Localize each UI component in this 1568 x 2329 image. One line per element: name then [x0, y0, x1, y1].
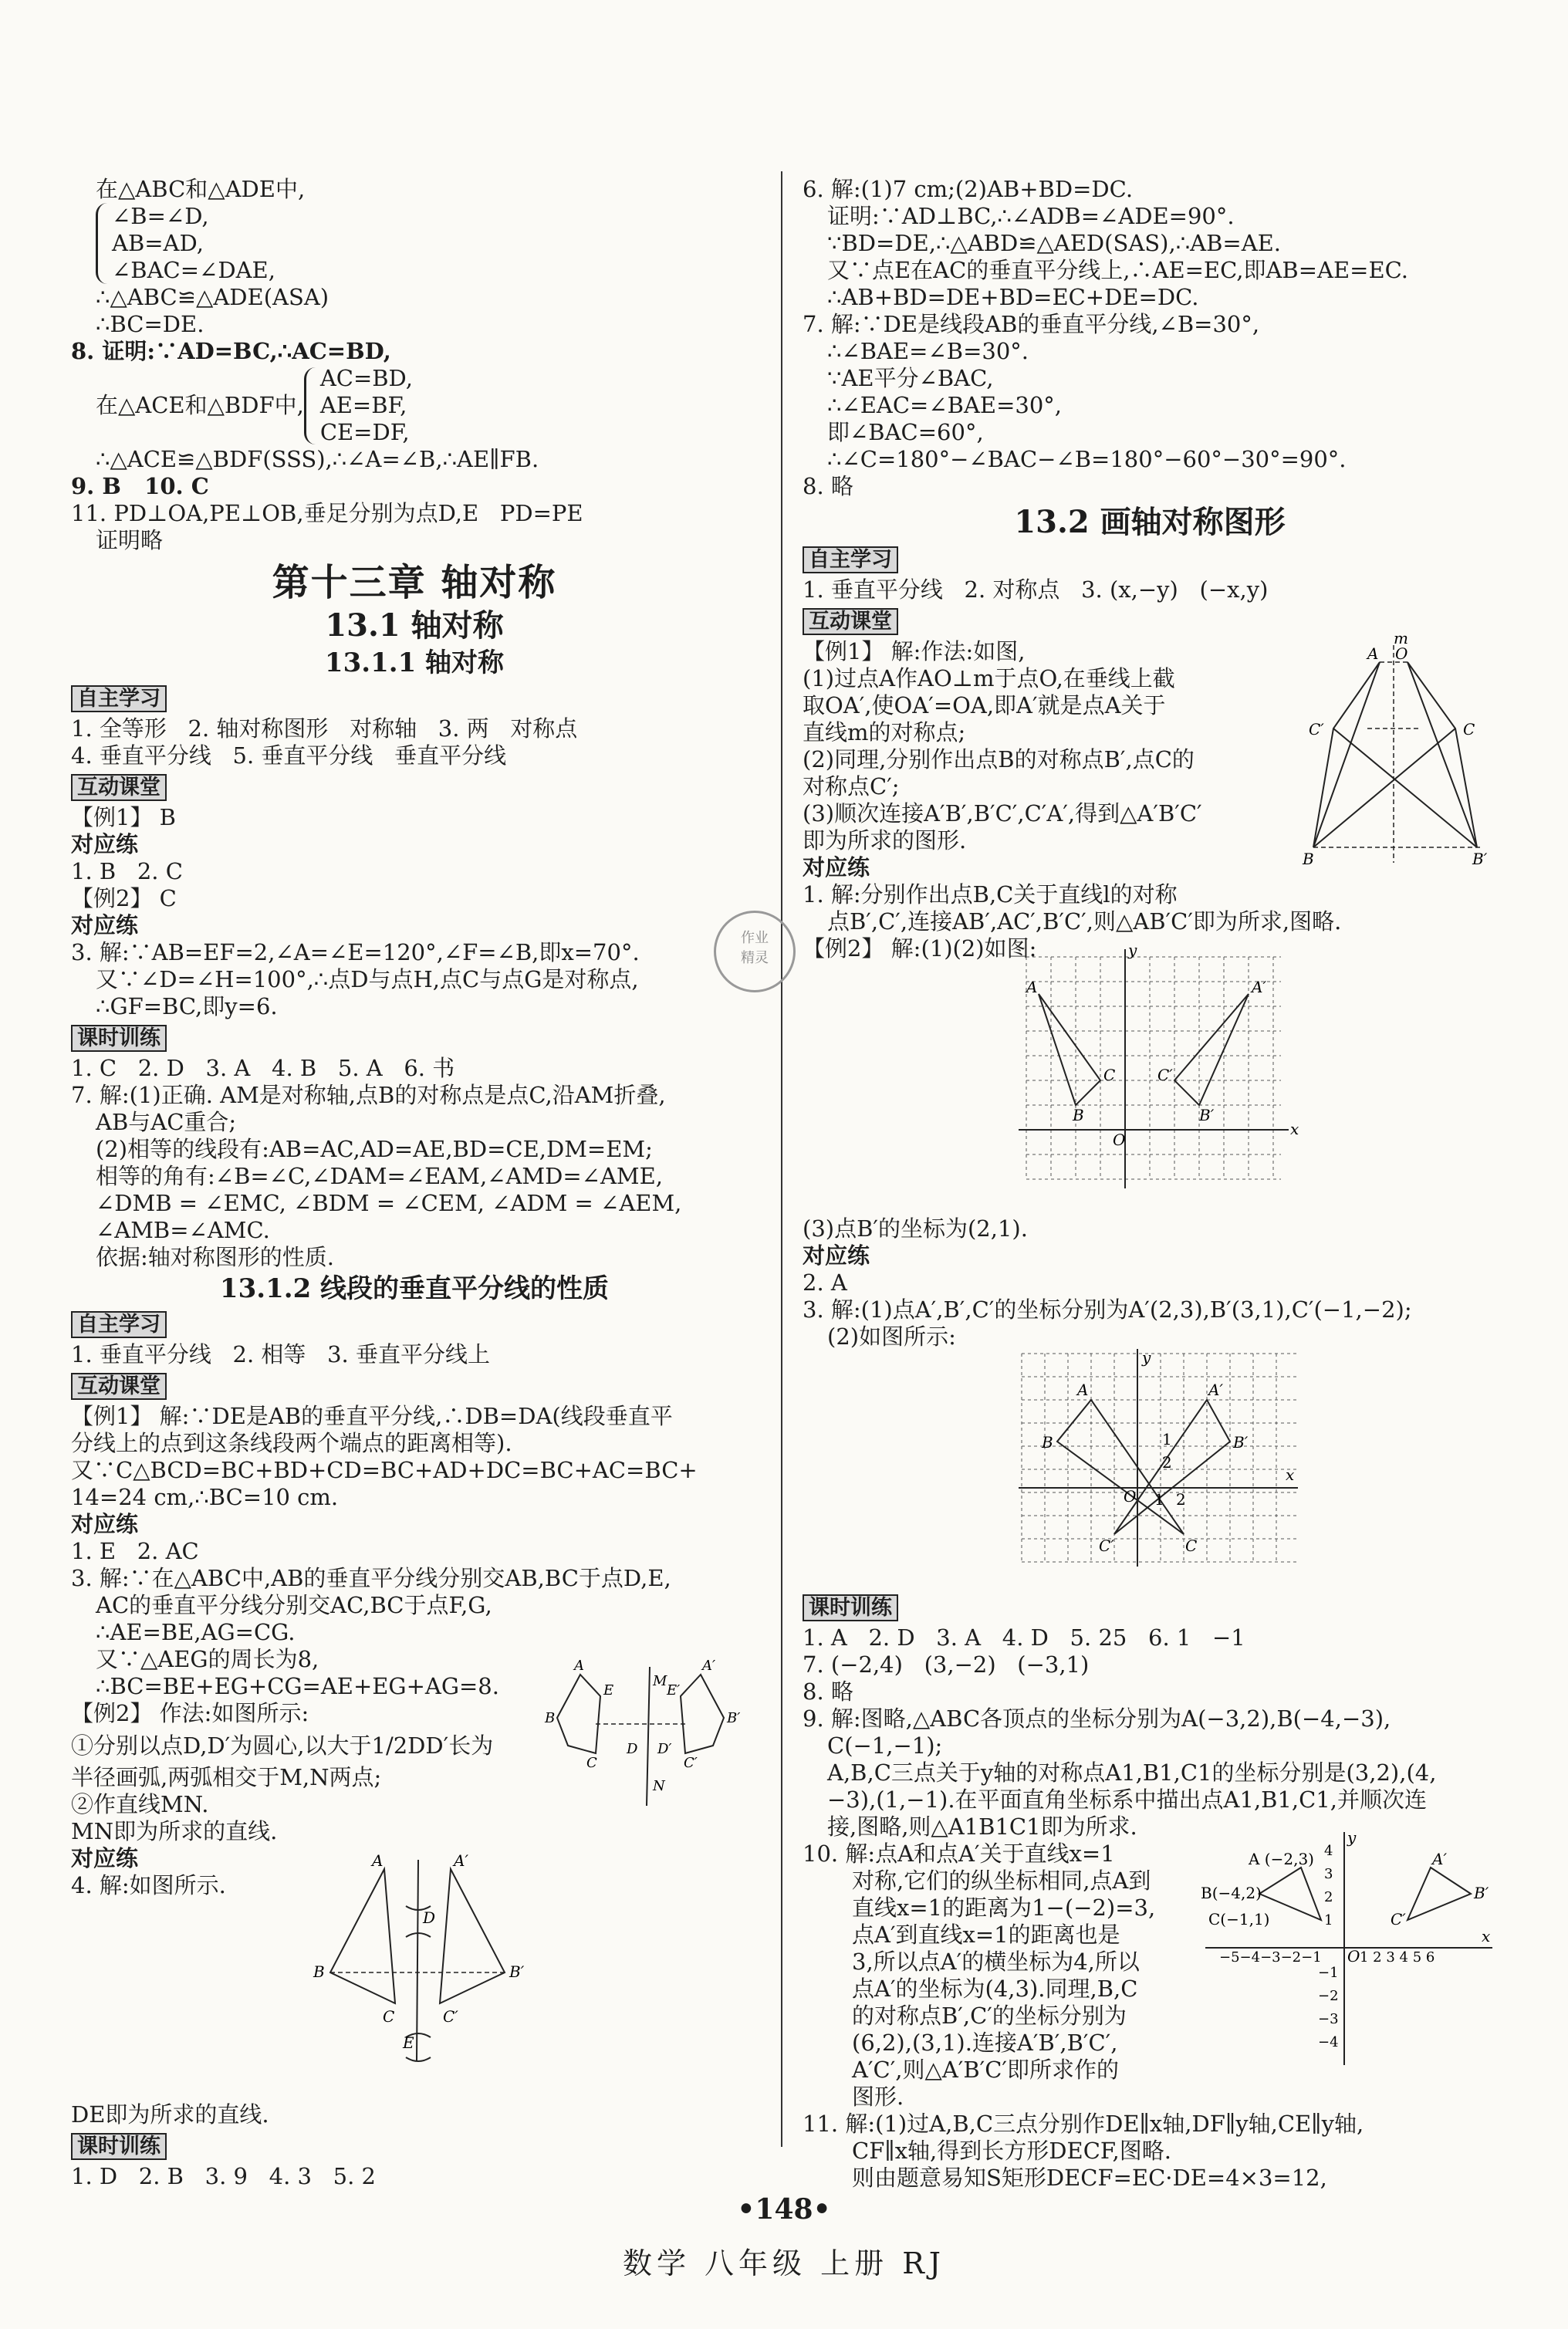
text-line: 又∵△AEG的周长为8, — [96, 1646, 319, 1672]
text-line: ∴BC=BE+EG+CG=AE+EG+AG=8. — [96, 1673, 499, 1699]
pentagon-reflection-figure — [540, 1659, 772, 1814]
text-line: 点A′的坐标为(4,3).同理,B,C — [852, 1976, 1138, 2002]
fig-label: A′ — [1252, 978, 1266, 996]
section-title: 13.1 轴对称 — [325, 607, 504, 644]
text-line: 7. (−2,4) (3,−2) (−3,1) — [803, 1651, 1090, 1678]
fig-label: B — [1303, 850, 1314, 868]
text-line: 【例1】 B — [71, 804, 176, 830]
text-line: CF∥x轴,得到长方形DECF,图略. — [852, 2138, 1171, 2164]
text-line: DE即为所求的直线. — [71, 2101, 269, 2128]
text-line: (3)点B′的坐标为(2,1). — [803, 1215, 1028, 1242]
text-line: 相等的角有:∠B=∠C,∠DAM=∠EAM,∠AMD=∠AME, — [96, 1163, 663, 1189]
fig-label: E′ — [667, 1682, 681, 1699]
section-tag: 自主学习 — [803, 546, 898, 573]
section-tag: 课时训练 — [71, 2133, 167, 2160]
coordinate-grid-figure-1 — [1011, 941, 1304, 1204]
fig-label: x — [1286, 1465, 1295, 1484]
text-line: 图形. — [852, 2084, 904, 2110]
fig-label: B — [545, 1710, 556, 1726]
text-line: ∴∠C=180°−∠BAC−∠B=180°−60°−30°=90°. — [827, 446, 1347, 472]
fig-label: −1 — [1318, 1965, 1339, 1981]
text-line: 3. 解:∵AB=EF=2,∠A=∠E=120°,∠F=∠B,即x=70°. — [71, 939, 640, 965]
text-line: 6. 解:(1)7 cm;(2)AB+BD=DC. — [803, 176, 1134, 202]
text-line: 【例2】 作法:如图所示: — [71, 1700, 309, 1726]
text-line: 8. 略 — [803, 1678, 853, 1705]
coordinate-grid-figure-2 — [1011, 1343, 1304, 1582]
text-line: CE=DF, — [319, 419, 410, 445]
fig-label: C′ — [1099, 1536, 1114, 1555]
text-line: ∵AE平分∠BAC, — [827, 365, 994, 391]
text-line: ∴GF=BC,即y=6. — [96, 993, 278, 1019]
text-line: 【例1】 解:作法:如图, — [803, 638, 1026, 664]
coordinate-axes-figure — [1201, 1826, 1502, 2073]
subheading: 对应练 — [71, 1511, 139, 1537]
fig-label: A — [1026, 978, 1038, 996]
text-line: 即∠BAC=60°, — [827, 419, 984, 445]
fig-label: y — [1128, 941, 1137, 959]
text-line: 7. 解:(1)正确. AM是对称轴,点B的对称点是点C,沿AM折叠, — [71, 1082, 666, 1108]
text-line: A′C′,则△A′B′C′即所求作的 — [852, 2057, 1120, 2083]
section-tag: 互动课堂 — [71, 1373, 167, 1400]
text-line: 又∵C△BCD=BC+BD+CD=BC+AD+DC=BC+AC=BC+ — [71, 1457, 698, 1483]
text-line: ∴∠EAC=∠BAE=30°, — [827, 392, 1062, 418]
text-line: AC=BD, — [319, 365, 413, 391]
text-line: 1. D 2. B 3. 9 4. 3 5. 2 — [71, 2163, 376, 2189]
fig-label: −3 — [1318, 2011, 1339, 2027]
text-line: ∵BD=DE,∴△ABD≌△AED(SAS),∴AB=AE. — [827, 230, 1282, 256]
fig-label: B′ — [727, 1710, 741, 1726]
fig-label: C — [1185, 1536, 1198, 1555]
text-line: 【例1】 解:∵DE是AB的垂直平分线,∴DB=DA(线段垂直平 — [71, 1403, 673, 1429]
text-line: 1. 解:分别作出点B,C关于直线l的对称 — [803, 881, 1178, 908]
fig-label: C — [383, 2007, 395, 2026]
fig-label: A′ — [702, 1659, 716, 1674]
text-line: 7. 解:∵DE是线段AB的垂直平分线,∠B=30°, — [803, 311, 1260, 337]
text-line: 1. 垂直平分线 2. 对称点 3. (x,−y) (−x,y) — [803, 576, 1269, 603]
text-line: 即为所求的图形. — [803, 827, 967, 854]
page-footer: 数学 八年级 上册 RJ — [622, 2246, 946, 2280]
section-tag: 互动课堂 — [71, 774, 167, 801]
subsection-title: 13.1.1 轴对称 — [324, 647, 505, 678]
fig-label: C — [1463, 720, 1475, 739]
fig-label: B — [313, 1962, 325, 1981]
text-line: 10. 解:点A和点A′关于直线x=1 — [803, 1841, 1115, 1867]
text-line: 11. PD⊥OA,PE⊥OB,垂足分别为点D,E PD=PE — [71, 500, 583, 526]
fig-label: 4 — [1324, 1843, 1333, 1859]
subheading: 对应练 — [803, 1242, 870, 1269]
fig-label: O — [1124, 1487, 1137, 1506]
fig-label: M — [653, 1673, 667, 1689]
text-line: ①分别以点D,D′为圆心,以大于1/2DD′长为 — [71, 1732, 494, 1759]
text-line: 3. 解:∵在△ABC中,AB的垂直平分线分别交AB,BC于点D,E, — [71, 1565, 671, 1591]
text-line: 在△ACE和△BDF中, — [96, 392, 304, 418]
text-line: 【例2】 解:(1)(2)如图: — [803, 935, 1037, 962]
text-line: −3),(1,−1).在平面直角坐标系中描出点A1,B1,C1,并顺次连 — [827, 1786, 1427, 1813]
column-divider — [781, 171, 782, 2147]
fig-label: A — [574, 1659, 584, 1674]
text-line: ∴AE=BE,AG=CG. — [96, 1619, 296, 1645]
fig-label: 3 — [1324, 1866, 1333, 1882]
fig-label: O — [1113, 1131, 1126, 1149]
fig-label: A′ — [454, 1852, 468, 1870]
text-line: ∠BAC=∠DAE, — [112, 257, 275, 283]
fig-label: A (−2,3) — [1249, 1850, 1314, 1868]
fig-label: A — [1077, 1381, 1089, 1399]
text-line: 9. B 10. C — [71, 473, 209, 499]
text-line: (2)同理,分别作出点B的对称点B′,点C的 — [803, 746, 1195, 772]
text-line: 8. 略 — [803, 473, 853, 499]
fig-label: −2 — [1318, 1988, 1339, 2004]
fig-label: A — [372, 1852, 384, 1870]
text-line: ∠DMB = ∠EMC, ∠BDM = ∠CEM, ∠ADM = ∠AEM, — [96, 1190, 682, 1216]
subheading: 对应练 — [803, 854, 870, 881]
fig-label: D — [423, 1908, 436, 1927]
reflection-line-m-figure — [1289, 631, 1505, 870]
fig-label: y — [1142, 1348, 1151, 1367]
subheading: 对应练 — [71, 1845, 139, 1871]
text-line: 对称点C′; — [803, 773, 900, 799]
text-line: 4. 解:如图所示. — [71, 1872, 226, 1898]
text-line: (2)相等的线段有:AB=AC,AD=AE,BD=CE,DM=EM; — [96, 1136, 653, 1162]
text-line: 直线x=1的距离为1−(−2)=3, — [852, 1895, 1156, 1921]
text-line: MN即为所求的直线. — [71, 1818, 278, 1844]
chapter-title: 第十三章 轴对称 — [272, 561, 557, 604]
fig-label: A′ — [1208, 1381, 1223, 1399]
text-line: (6,2),(3,1).连接A′B′,B′C′, — [852, 2030, 1118, 2056]
fig-label: C′ — [1309, 720, 1324, 739]
text-line: 3. 解:(1)点A′,B′,C′的坐标分别为A′(2,3),B′(3,1),C′(−1,−2); — [803, 1296, 1412, 1323]
text-line: ∠B=∠D, — [112, 203, 209, 229]
fig-label: x — [1482, 1927, 1491, 1945]
triangle-reflection-figure — [307, 1852, 562, 2068]
text-line: 接,图略,则△A1B1C1即为所求. — [827, 1814, 1137, 1840]
text-line: 证明:∵AD⊥BC,∴∠ADB=∠ADE=90°. — [827, 203, 1235, 229]
watermark-stamp: 作业 精灵 — [714, 911, 796, 992]
text-line: 又∵∠D=∠H=100°,∴点D与点H,点C与点G是对称点, — [96, 966, 639, 992]
fig-label: 2 — [1162, 1453, 1172, 1472]
text-line: 2. A — [803, 1269, 847, 1296]
section-tag: 课时训练 — [803, 1594, 898, 1621]
fig-label: C′ — [1391, 1910, 1406, 1928]
fig-label: x — [1290, 1120, 1299, 1138]
fig-label: 1 — [1162, 1430, 1172, 1448]
text-line: ∠AMB=∠AMC. — [96, 1217, 270, 1243]
text-line: 3,所以点A′的横坐标为4,所以 — [852, 1949, 1140, 1975]
text-line: ∴△ACE≌△BDF(SSS),∴∠A=∠B,∴AE∥FB. — [96, 446, 539, 472]
subheading: 对应练 — [71, 912, 139, 938]
fig-label: −5−4−3−2−1 — [1219, 1949, 1322, 1966]
text-line: 1. A 2. D 3. A 4. D 5. 25 6. 1 −1 — [803, 1624, 1245, 1651]
text-line: 直线m的对称点; — [803, 719, 966, 745]
fig-label: C(−1,1) — [1208, 1910, 1270, 1928]
text-line: 在△ABC和△ADE中, — [96, 176, 306, 202]
fig-label: 1 — [1154, 1490, 1164, 1509]
text-line: 分线上的点到这条线段两个端点的距离相等). — [71, 1430, 512, 1456]
text-line: AB=AD, — [112, 230, 204, 256]
text-line: 又∵点E在AC的垂直平分线上,∴AE=EC,即AB=AE=EC. — [827, 257, 1408, 283]
brace-group — [71, 203, 758, 284]
text-line: 11. 解:(1)过A,B,C三点分别作DE∥x轴,DF∥y轴,CE∥y轴, — [803, 2111, 1364, 2137]
fig-label: B′ — [1199, 1106, 1215, 1124]
fig-label: C′ — [1157, 1066, 1173, 1084]
text-line: 的对称点B′,C′的坐标分别为 — [852, 2003, 1127, 2029]
text-line: ②作直线MN. — [71, 1791, 209, 1817]
section-tag: 自主学习 — [71, 685, 167, 712]
text-line: AB与AC重合; — [96, 1109, 237, 1135]
text-line: 则由题意易知S矩形DECF=EC·DE=4×3=12, — [852, 2165, 1327, 2191]
fig-label: O — [1395, 644, 1408, 663]
section-tag: 课时训练 — [71, 1025, 167, 1052]
fig-label: C′ — [684, 1755, 698, 1771]
fig-label: B′ — [509, 1962, 525, 1981]
text-line: (3)顺次连接A′B′,B′C′,C′A′,得到△A′B′C′ — [803, 800, 1202, 826]
text-line: 对称,它们的纵坐标相同,点A到 — [852, 1868, 1151, 1894]
fig-label: C — [1103, 1066, 1116, 1084]
text-line: 取OA′,使OA′=OA,即A′就是点A关于 — [803, 692, 1166, 718]
text-line: C(−1,−1); — [827, 1732, 943, 1759]
fig-label: A — [1367, 644, 1379, 663]
fig-label: B′ — [1474, 1884, 1489, 1902]
text-line: 1. C 2. D 3. A 4. B 5. A 6. 书 — [71, 1055, 455, 1081]
text-line: 点A′到直线x=1的距离也是 — [852, 1922, 1120, 1948]
section-tag: 互动课堂 — [803, 608, 898, 635]
fig-label: 2 — [1176, 1490, 1186, 1509]
text-line: ∴BC=DE. — [96, 311, 204, 337]
text-line: 依据:轴对称图形的性质. — [96, 1244, 334, 1270]
text-line: 1. E 2. AC — [71, 1538, 199, 1564]
fig-label: B′ — [1472, 850, 1488, 868]
text-line: 半径画弧,两弧相交于M,N两点; — [71, 1764, 382, 1790]
text-line: ∴AB+BD=DE+BD=EC+DE=DC. — [827, 284, 1199, 310]
fig-label: 1 — [1324, 1912, 1333, 1928]
fig-label: N — [653, 1778, 665, 1794]
text-line: 14=24 cm,∴BC=10 cm. — [71, 1484, 339, 1510]
fig-label: y — [1347, 1828, 1357, 1847]
fig-label: B(−4,2) — [1201, 1884, 1262, 1902]
fig-label: B — [1073, 1106, 1084, 1124]
text-line: (2)如图所示: — [827, 1323, 956, 1350]
fig-label: C′ — [443, 2007, 458, 2026]
fig-label: C — [586, 1755, 597, 1771]
section-title: 13.2 画轴对称图形 — [1014, 504, 1286, 540]
text-line: ∴△ABC≌△ADE(ASA) — [96, 284, 329, 310]
text-line: 9. 解:图略,△ABC各顶点的坐标分别为A(−3,2),B(−4,−3), — [803, 1705, 1391, 1732]
subsection-title: 13.1.2 线段的垂直平分线的性质 — [219, 1273, 610, 1304]
text-line: 【例2】 C — [71, 885, 177, 911]
fig-label: B — [1042, 1433, 1053, 1452]
text-line: 证明略 — [96, 527, 164, 553]
subheading: 对应练 — [71, 831, 139, 857]
text-line: 8. 证明:∵AD=BC,∴AC=BD, — [71, 338, 391, 364]
fig-label: −4 — [1318, 2034, 1339, 2050]
fig-label: D — [627, 1741, 638, 1757]
text-line: AE=BF, — [319, 392, 407, 418]
page-number: •148• — [737, 2193, 831, 2226]
text-line: AC的垂直平分线分别交AC,BC于点F,G, — [96, 1592, 492, 1618]
fig-label: A′ — [1432, 1850, 1447, 1868]
fig-label: E — [603, 1682, 614, 1699]
text-line: A,B,C三点关于y轴的对称点A1,B1,C1的坐标分别是(3,2),(4, — [827, 1759, 1437, 1786]
text-line: 1. 全等形 2. 轴对称图形 对称轴 3. 两 对称点 — [71, 715, 578, 742]
text-line: 1. 垂直平分线 2. 相等 3. 垂直平分线上 — [71, 1341, 490, 1367]
text-line: 点B′,C′,连接AB′,AC′,B′C′,则△AB′C′即为所求,图略. — [827, 908, 1342, 935]
text-line: (1)过点A作AO⊥m于点O,在垂线上截 — [803, 665, 1175, 691]
text-line: 4. 垂直平分线 5. 垂直平分线 垂直平分线 — [71, 742, 507, 769]
fig-label: 1 2 3 4 5 6 — [1360, 1949, 1435, 1966]
fig-label: m — [1394, 631, 1408, 647]
fig-label: D′ — [657, 1741, 672, 1757]
fig-label: B′ — [1233, 1433, 1249, 1452]
fig-label: O — [1347, 1947, 1360, 1966]
text-line: ∴∠BAE=∠B=30°. — [827, 338, 1029, 364]
fig-label: 2 — [1324, 1889, 1333, 1905]
fig-label: E — [403, 2033, 414, 2052]
brace-group — [71, 365, 758, 446]
section-tag: 自主学习 — [71, 1311, 167, 1338]
text-line: 1. B 2. C — [71, 858, 183, 884]
